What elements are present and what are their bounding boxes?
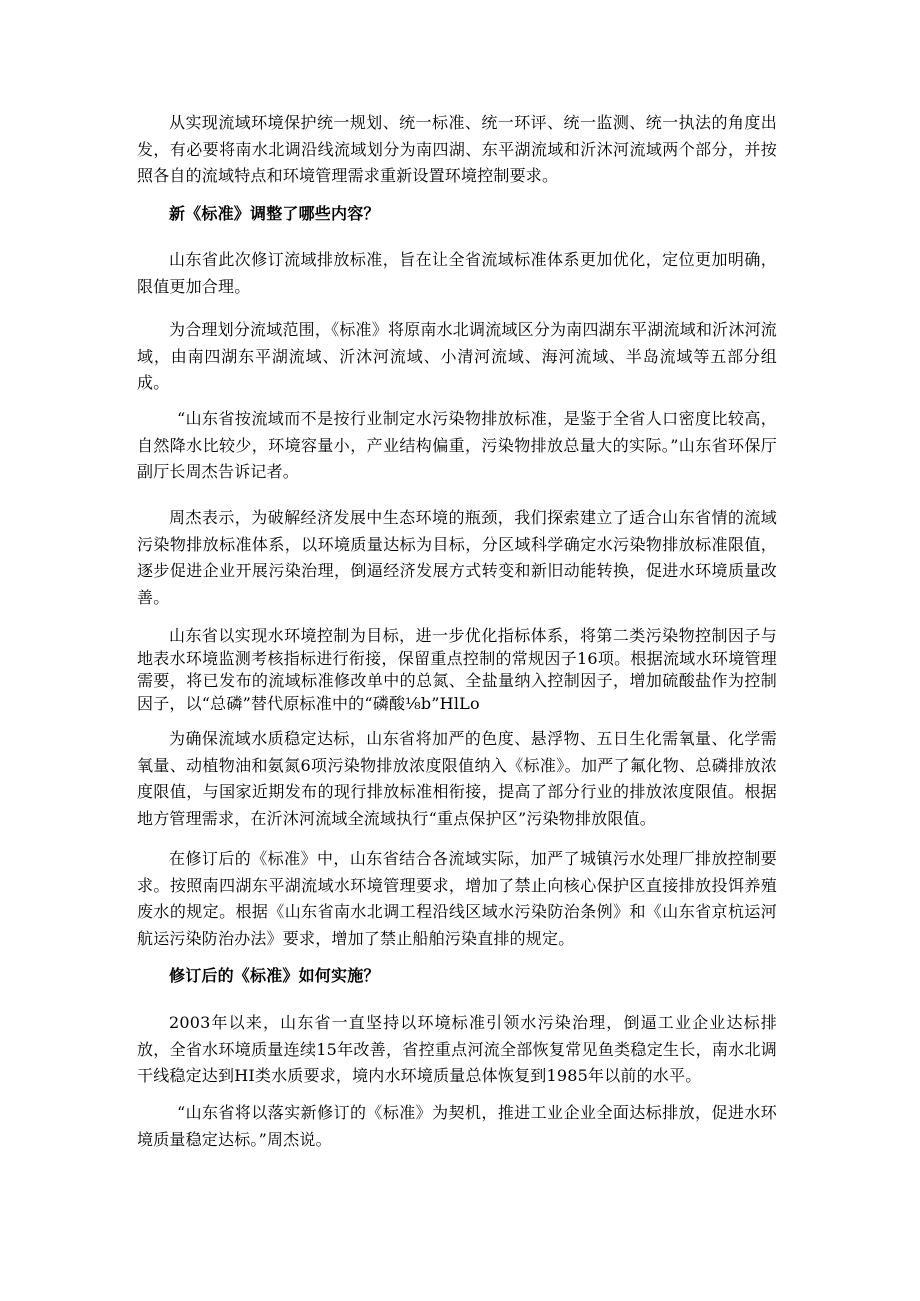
paragraph-closing-quote: “山东省将以落实新修订的《标准》为契机，推进工业企业全面达标排放，促进水环境质量稳定达标。”周杰说。: [137, 1103, 777, 1149]
section-heading-adjustments: 新《标准》调整了哪些内容？: [169, 204, 380, 223]
paragraph-standard-system: 周杰表示，为破解经济发展中生态环境的瓶颈，我们探索建立了适合山东省情的流域污染物排放标准体系，以环境质量达标为目标，分区域科学确定水污染物排放标准限值，逐步促进企业开展污染治理，倒逼经济发展方式转变和新旧动能转换，促进水环境质量改善。: [137, 508, 777, 607]
paragraph-revision-purpose: 山东省此次修订流域排放标准，旨在让全省流域标准体系更加优化，定位更加明确，限值更加合理。: [137, 250, 777, 296]
paragraph-history-results: 2003年以来，山东省一直坚持以环境标准引领水污染治理，倒逼工业企业达标排放，全省水环境质量连续15年改善，省控重点河流全部恢复常见鱼类稳定生长，南水北调干线稳定达到HI类水质要求，境内水环境质量总体恢复到1985年以前的水平。: [137, 1013, 777, 1085]
paragraph-basin-scope: 为合理划分流域范围，《标准》将原南水北调流域区分为南四湖东平湖流域和沂沐河流域，由南四湖东平湖流域、沂沐河流域、小清河流域、海河流域、半岛流域等五部分组成。: [137, 320, 777, 392]
paragraph-indicator-system: 山东省以实现水环境控制为目标，进一步优化指标体系，将第二类污染物控制因子与地表水环境监测考核指标进行衔接，保留重点控制的常规因子16项。根据流域水环境管理需要，将已发布的流域标准修改单中的总氮、全盐量纳入控制因子，增加硫酸盐作为控制因子，以“总磷”替代原标准中的“磷酸⅛b”HlLo: [137, 626, 777, 713]
paragraph-limit-values: 为确保流域水质稳定达标，山东省将加严的色度、悬浮物、五日生化需氧量、化学需氧量、动植物油和氨氮6项污染物排放浓度限值纳入《标准》。加严了氟化物、总磷排放浓度限值，与国家近期发布的现行排放标准相衔接，提高了部分行业的排放浓度限值。根据地方管理需求，在沂沐河流域全流域执行“重点保护区”污染物排放限值。: [137, 729, 777, 828]
paragraph-quote-official: “山东省按流域而不是按行业制定水污染物排放标准，是鉴于全省人口密度比较高，自然降水比较少，环境容量小，产业结构偏重，污染物排放总量大的实际。”山东省环保厅副厅长周杰告诉记者。: [137, 409, 777, 481]
paragraph-discharge-control: 在修订后的《标准》中，山东省结合各流域实际，加严了城镇污水处理厂排放控制要求。按照南四湖东平湖流域水环境管理要求，增加了禁止向核心保护区直接排放投饵养殖废水的规定。根据《山东省南水北调工程沿线区域水污染防治条例》和《山东省京杭运河航运污染防治办法》要求，增加了禁止船舶污染直排的规定。: [137, 849, 777, 948]
paragraph-watershed-division: 从实现流域环境保护统一规划、统一标准、统一环评、统一监测、统一执法的角度出发，有必要将南水北调沿线流域划分为南四湖、东平湖流域和沂沐河流域两个部分，并按照各自的流域特点和环境管理需求重新设置环境控制要求。: [137, 113, 777, 185]
section-heading-implementation: 修订后的《标准》如何实施？: [169, 966, 380, 985]
